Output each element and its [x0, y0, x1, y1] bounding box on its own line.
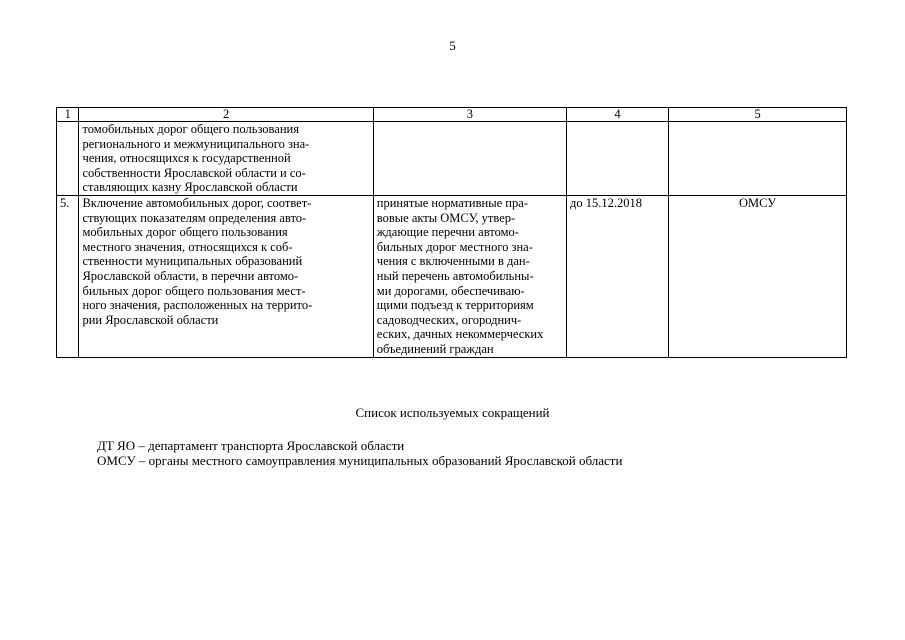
text-line: чения, относящихся к государственной: [82, 151, 291, 166]
text-line: принятые нормативные пра-: [376, 195, 528, 210]
text-line: местного значения, относящихся к соб-: [82, 239, 293, 254]
cell-description: [79, 122, 373, 196]
header-cell-2: 2: [79, 108, 373, 122]
text-line: садоводческих, огороднич-: [376, 312, 522, 327]
abbreviations-title: Список используемых сокращений: [355, 405, 550, 420]
text-line: ставляющих казну Ярославской области: [82, 180, 298, 195]
text-line: регионального и межмуниципального зна-: [82, 136, 310, 151]
header-cell-4: 4: [566, 108, 668, 122]
text-line: Включение автомобильных дорог, соответ-: [82, 195, 312, 210]
text-line: бильных дорог местного зна-: [376, 239, 533, 254]
text-line: ми дорогами, обеспечиваю-: [376, 283, 525, 298]
text-line: вовые акты ОМСУ, утвер-: [376, 210, 516, 225]
cell-responsible: ОМСУ: [669, 195, 847, 357]
cell-num: [57, 122, 79, 196]
text-line: томобильных дорог общего пользования: [82, 122, 299, 136]
cell-num: 5.: [57, 195, 79, 357]
cell-deadline: до 15.12.2018: [566, 195, 668, 357]
text-line: ный перечень автомобильны-: [376, 268, 534, 283]
page-number: 5: [449, 38, 456, 53]
table-row-5: [57, 195, 847, 357]
plan-table: [56, 107, 847, 358]
text-line: собственности Ярославской области и со-: [82, 165, 306, 180]
abbreviation-item: ОМСУ – органы местного самоуправления муниципальных образований Ярославской области: [97, 453, 623, 468]
text-line: еских, дачных некоммерческих: [376, 327, 544, 342]
cell-deadline: [566, 122, 668, 196]
cell-result: [373, 122, 566, 196]
text-line: ждающие перечни автомо-: [376, 225, 519, 240]
text-line: мобильных дорог общего пользования: [82, 225, 288, 240]
text-line: бильных дорог общего пользования мест-: [82, 283, 306, 298]
cell-result: [373, 195, 566, 357]
text-line: ного значения, расположенных на террито-: [82, 298, 313, 313]
table-header-row: [57, 108, 847, 122]
text-line: рии Ярославской области: [82, 312, 219, 327]
text-line: щими подъезд к территориям: [376, 298, 534, 313]
header-cell-3: 3: [373, 108, 566, 122]
header-cell-1: 1: [57, 108, 79, 122]
text-line: ствующих показателям определения авто-: [82, 210, 307, 225]
text-line: чения с включенными в дан-: [376, 254, 530, 269]
text-line: Ярославской области, в перечни автомо-: [82, 268, 299, 283]
text-line: объединений граждан: [376, 341, 494, 356]
abbreviations-list: [97, 438, 622, 468]
abbreviation-item: ДТ ЯО – департамент транспорта Ярославской области: [97, 438, 405, 453]
cell-responsible: [669, 122, 847, 196]
text-line: ственности муниципальных образований: [82, 254, 303, 269]
header-cell-5: 5: [669, 108, 847, 122]
cell-description: [79, 195, 373, 357]
table-row-continuation: [57, 122, 847, 196]
